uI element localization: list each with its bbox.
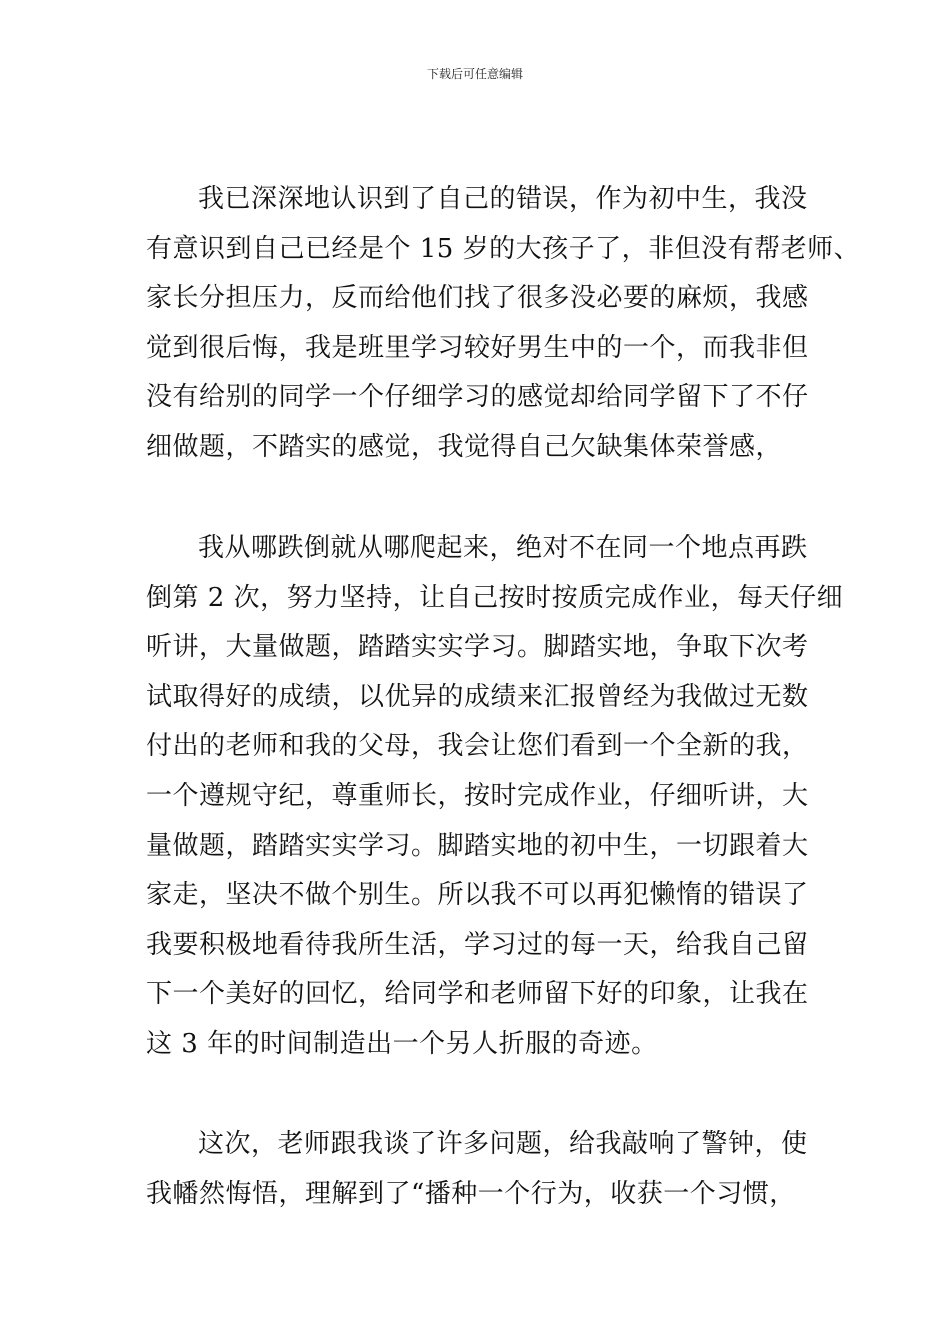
- paragraph-3: [146, 1120, 816, 1219]
- paragraph-line: 这 3 年的时间制造出一个另人折服的奇迹。: [146, 1028, 658, 1059]
- paragraph-line: 一个遵规守纪，尊重师长，按时完成作业，仔细听讲，大: [146, 780, 809, 811]
- paragraph-line: 我要积极地看待我所生活，学习过的每一天，给我自己留: [146, 929, 809, 960]
- paragraph-line: 有意识到自己已经是个 15 岁的大孩子了，非但没有帮老师、: [146, 233, 861, 264]
- paragraph-1: [146, 175, 861, 473]
- paragraph-line: 倒第 2 次，努力坚持，让自己按时按质完成作业，每天仔细: [146, 582, 844, 613]
- paragraph-line: 我幡然悔悟，理解到了“播种一个行为，收获一个习惯，: [146, 1178, 796, 1209]
- paragraph-line: 我已深深地认识到了自己的错误，作为初中生，我没: [198, 184, 808, 214]
- paragraph-line: 付出的老师和我的父母，我会让您们看到一个全新的我，: [146, 731, 809, 762]
- paragraph-line: 下一个美好的回忆，给同学和老师留下好的印象，让我在: [146, 979, 809, 1010]
- paragraph-line: 细做题，不踏实的感觉，我觉得自己欠缺集体荣誉感，: [146, 431, 783, 462]
- paragraph-line: 没有给别的同学一个仔细学习的感觉却给同学留下了不仔: [146, 382, 809, 413]
- paragraph-line: 家走，坚决不做个别生。所以我不可以再犯懒惰的错误了: [146, 880, 809, 911]
- paragraph-line: 我从哪跌倒就从哪爬起来，绝对不在同一个地点再跌: [198, 533, 808, 563]
- paragraph-line: 听讲，大量做题，踏踏实实学习。脚踏实地，争取下次考: [146, 632, 809, 663]
- paragraph-line: 试取得好的成绩，以优异的成绩来汇报曾经为我做过无数: [146, 681, 809, 712]
- paragraph-line: 觉到很后悔，我是班里学习较好男生中的一个，而我非但: [146, 332, 809, 363]
- paragraph-line: 量做题，踏踏实实学习。脚踏实地的初中生，一切跟着大: [146, 830, 809, 861]
- header-note: 下载后可任意编辑: [426, 67, 523, 81]
- paragraph-line: 这次，老师跟我谈了许多问题，给我敲响了警钟，使: [198, 1129, 808, 1159]
- paragraph-line: 家长分担压力，反而给他们找了很多没必要的麻烦，我感: [146, 283, 809, 314]
- paragraph-2: [146, 524, 844, 1070]
